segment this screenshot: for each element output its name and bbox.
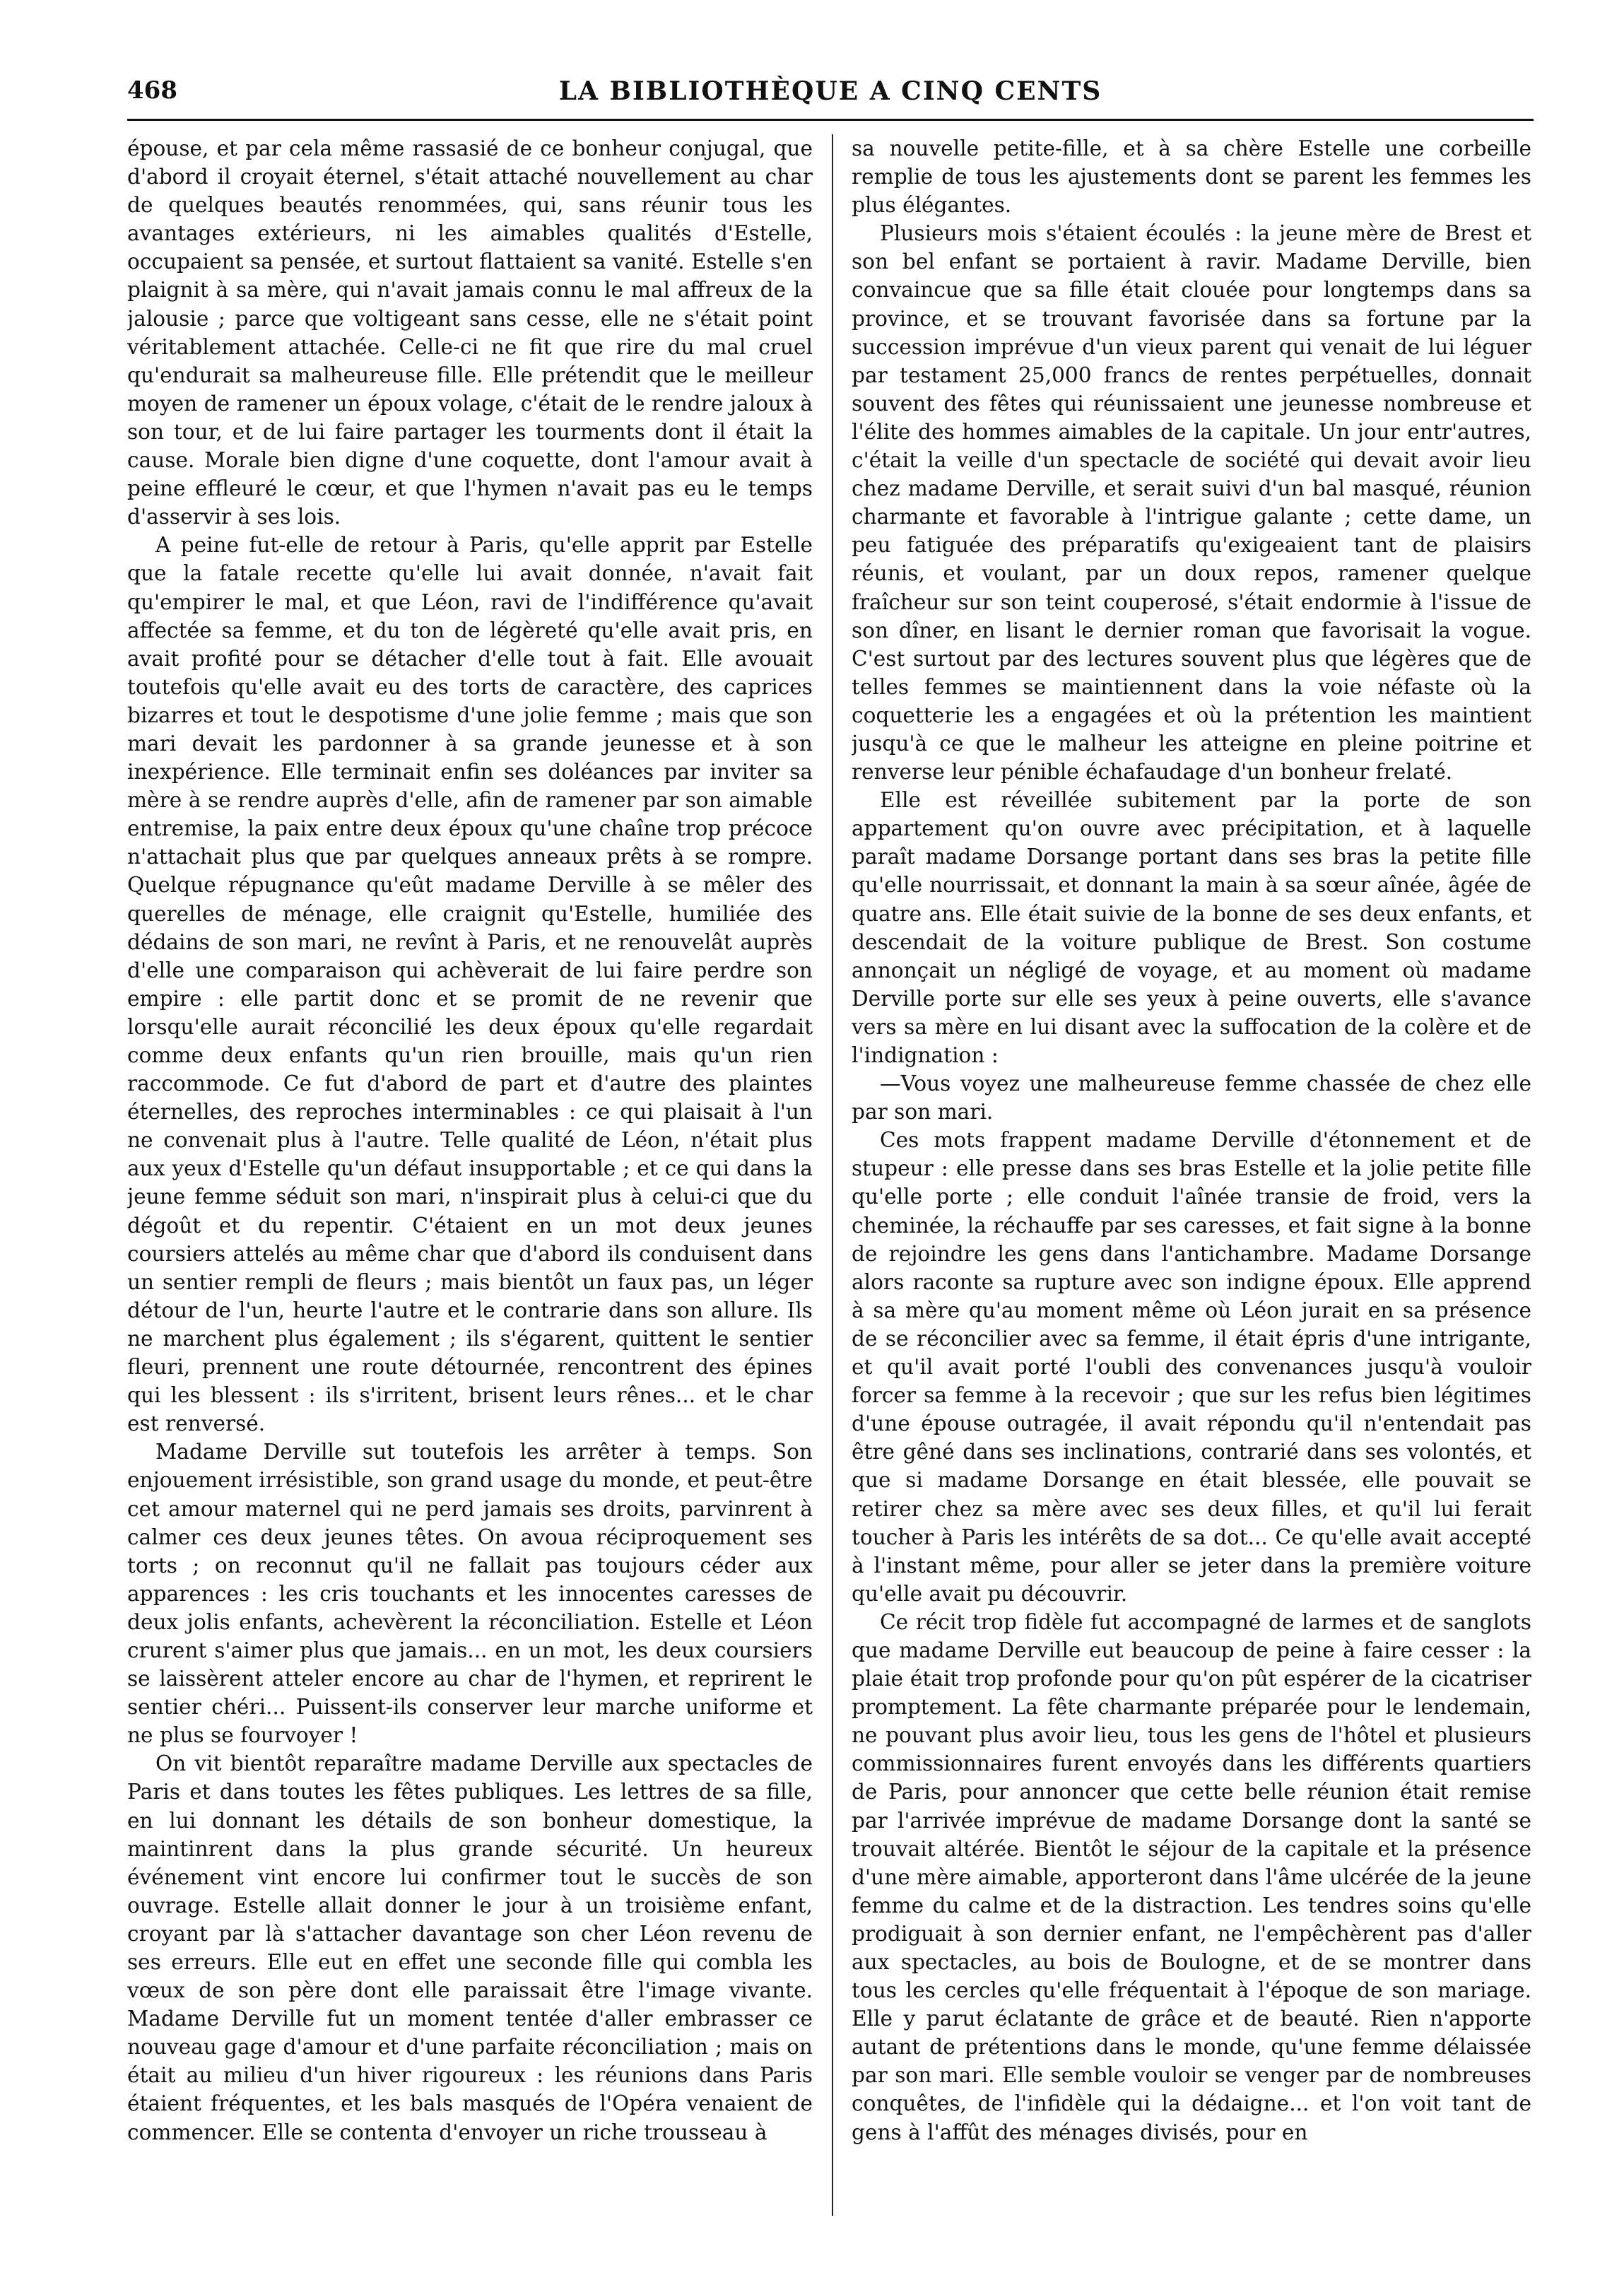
left-column	[127, 134, 813, 2219]
header-rule	[127, 119, 1534, 121]
paragraph: Ces mots frappent madame Derville d'étonnement et de stupeur : elle presse dans ses bras Estelle et la jolie petite fille qu'elle porte ; elle conduit l'aînée transie de froid, vers la cheminée, la réchauffe par ses caresses, et fait signe à la bonne de rejoindre les gens dans l'antichambre. Madame Dorsange alors raconte sa rupture avec son indigne époux. Elle apprend à sa mère qu'au moment même où Léon jurait en sa présence de se réconcilier avec sa femme, il était épris d'une intrigante, et qu'il avait porté l'oubli des convenances jusqu'à vouloir forcer sa femme à la recevoir ; que sur les refus bien légitimes d'une épouse outragée, il avait répondu qu'il n'entendait pas être gêné dans ses inclinations, contrarié dans ses volontés, et que si madame Dorsange en était blessée, elle pouvait se retirer chez sa mère avec ses deux filles, et qu'il lui ferait toucher à Paris les intérêts de sa dot... Ce qu'elle avait accepté à l'instant même, pour aller se jeter dans la première voiture qu'elle avait pu découvrir.	[852, 1128, 1531, 1606]
paragraph: A peine fut-elle de retour à Paris, qu'elle apprit par Estelle que la fatale recette qu'elle lui avait donnée, n'avait fait qu'empirer le mal, et que Léon, ravi de l'indifférence qu'avait affectée sa femme, et du ton de légèreté qu'elle avait pris, en avait profité pour se détacher d'elle tout à fait. Elle avouait toutefois qu'elle avait eu des torts de caractère, des caprices bizarres et tout le despotisme d'une jolie femme ; mais que son mari devait les pardonner à sa grande jeunesse et à son inexpérience. Elle terminait enfin ses doléances par inviter sa mère à se rendre auprès d'elle, afin de ramener par son aimable entremise, la paix entre deux époux qu'une chaîne trop précoce n'attachait plus que par quelques anneaux prêts à se rompre. Quelque répugnance qu'eût madame Derville à se mêler des querelles de ménage, elle craignit qu'Estelle, humiliée des dédains de son mari, ne revînt à Paris, et ne renouvelât auprès d'elle une comparaison qui achèverait de lui faire perdre son empire : elle partit donc et se promit de ne revenir que lorsqu'elle aurait réconcilié les deux époux qu'elle regardait comme deux enfants qu'un rien brouille, mais qu'un rien raccommode. Ce fut d'abord de part et d'autre des plaintes éternelles, des reproches interminables : ce qui plaisait à l'un ne convenait plus à l'autre. Telle qualité de Léon, n'était plus aux yeux d'Estelle qu'un défaut insupportable ; et ce qui dans la jeune femme séduit son mari, n'inspirait plus à celui-ci que du dégoût et du repentir. C'étaient en un mot deux jeunes coursiers attelés au même char que d'abord ils conduisent dans un sentier rempli de fleurs ; mais bientôt un faux pas, un léger détour de l'un, heurte l'autre et le contrarie dans son allure. Ils ne marchent plus également ; ils s'égarent, quittent le sentier fleuri, prennent une route détournée, rencontrent des épines qui les blessent : ils s'irritent, brisent leurs rênes... et le char est renversé.	[127, 533, 813, 1436]
paragraph: On vit bientôt reparaître madame Derville aux spectacles de Paris et dans toutes les fêtes publiques. Les lettres de sa fille, en lui donnant les détails de son bonheur domestique, la maintinrent dans la plus grande sécurité. Un heureux événement vint encore lui confirmer tout le succès de son ouvrage. Estelle allait donner le jour à un troisième enfant, croyant par là s'attacher davantage son cher Léon revenu de ses erreurs. Elle eut en effet une seconde fille qui combla les vœux de son père dont elle paraissait être l'image vivante. Madame Derville fut un moment tentée d'aller embrasser ce nouveau gage d'amour et d'une parfaite réconciliation ; mais on était au milieu d'un hiver rigoureux : les réunions dans Paris étaient fréquentes, et les bals masqués de l'Opéra venaient de commencer. Elle se contenta d'envoyer un riche trousseau à	[127, 1751, 813, 2144]
paragraph: Elle est réveillée subitement par la porte de son appartement qu'on ouvre avec précipitation, et à laquelle paraît madame Dorsange portant dans ses bras la petite fille qu'elle nourrissait, et donnant la main à sa sœur aînée, âgée de quatre ans. Elle était suivie de la bonne de ses deux enfants, et descendait de la voiture publique de Brest. Son costume annonçait un négligé de voyage, et au moment où madame Derville porte sur elle ses yeux à peine ouverts, elle s'avance vers sa mère en lui disant avec la suffocation de la colère et de l'indignation :	[852, 788, 1531, 1067]
paragraph: Ce récit trop fidèle fut accompagné de larmes et de sanglots que madame Derville eut beaucoup de peine à faire cesser : la plaie était trop profonde pour qu'on pût espérer de la cicatriser promptement. La fête charmante préparée pour le lendemain, ne pouvant plus avoir lieu, tous les gens de l'hôtel et plusieurs commissionnaires furent envoyés dans les différents quartiers de Paris, pour annoncer que cette belle réunion était remise par l'arrivée imprévue de madame Dorsange dont la santé se trouvait altérée. Bientôt le séjour de la capitale et la présence d'une mère aimable, apporteront dans l'âme ulcérée de la jeune femme du calme et de la distraction. Les tendres soins qu'elle prodiguait à son dernier enfant, ne l'empêchèrent pas d'aller aux spectacles, au bois de Boulogne, et de se montrer dans tous les cercles qu'elle fréquentait à l'époque de son mariage. Elle y parut éclatante de grâce et de beauté. Rien n'apporte autant de prétentions dans le monde, qu'une femme délaissée par son mari. Elle semble vouloir se venger par de nombreuses conquêtes, de l'infidèle qui la dédaigne... et l'on voit tant de gens à l'affût des ménages divisés, pour en	[852, 1609, 1531, 2144]
running-title: LA BIBLIOTHÈQUE A CINQ CENTS	[558, 76, 1102, 106]
page-number: 468	[127, 76, 177, 105]
page-header	[127, 76, 1534, 119]
paragraph: sa nouvelle petite-fille, et à sa chère Estelle une corbeille remplie de tous les ajustements dont se parent les femmes les plus élégantes.	[852, 136, 1531, 218]
paragraph: Plusieurs mois s'étaient écoulés : la jeune mère de Brest et son bel enfant se portaient à ravir. Madame Derville, bien convaincue que sa fille était clouée pour longtemps dans sa province, et se trouvant favorisée dans sa fortune par la succession imprévue d'un vieux parent qui venait de lui léguer par testament 25,000 francs de rentes perpétuelles, donnait souvent des fêtes qui réunissaient une jeunesse nombreuse et l'élite des hommes aimables de la capitale. Un jour entr'autres, c'était la veille d'un spectacle de société qui devait avoir lieu chez madame Derville, et serait suivi d'un bal masqué, réunion charmante et favorable à l'intrigue galante ; cette dame, un peu fatiguée des préparatifs qu'exigeaient tant de plaisirs réunis, et voulant, par un doux repos, ramener quelque fraîcheur sur son teint couperosé, s'était endormie à l'issue de son dîner, en lisant le dernier roman que favorisait la vogue. C'est surtout par des lectures souvent plus que légères que de telles femmes se maintiennent dans la voie néfaste où la coquetterie les a engagées et où la prétention les maintient jusqu'à ce que le malheur les atteigne en pleine poitrine et renverse leur pénible échafaudage d'un bonheur frelaté.	[852, 221, 1531, 785]
paragraph: —Vous voyez une malheureuse femme chassée de chez elle par son mari.	[852, 1071, 1531, 1125]
column-divider	[832, 134, 833, 2216]
paragraph: épouse, et par cela même rassasié de ce bonheur conjugal, que d'abord il croyait éternel, s'était attaché nouvellement au char de quelques beautés renommées, qui, sans réunir tous les avantages extérieurs, ni les aimables qualités d'Estelle, occupaient sa pensée, et surtout flattaient sa vanité. Estelle s'en plaignit à sa mère, qui n'avait jamais connu le mal affreux de la jalousie ; parce que voltigeant sans cesse, elle ne s'était point véritablement attachée. Celle-ci ne fit que rire du mal cruel qu'endurait sa malheureuse fille. Elle prétendit que le meilleur moyen de ramener un époux volage, c'était de le rendre jaloux à son tour, et de lui faire partager les tourments dont il était la cause. Morale bien digne d'une coquette, dont l'amour avait à peine effleuré le cœur, et que l'hymen n'avait pas eu le temps d'asservir à ses lois.	[127, 136, 813, 529]
right-column	[852, 134, 1531, 2219]
paragraph: Madame Derville sut toutefois les arrêter à temps. Son enjouement irrésistible, son grand usage du monde, et peut-être cet amour maternel qui ne perd jamais ses droits, parvinrent à calmer ces deux jeunes têtes. On avoua réciproquement ses torts ; on reconnut qu'il ne fallait pas toujours céder aux apparences : les cris touchants et les innocentes caresses de deux jolis enfants, achevèrent la réconciliation. Estelle et Léon crurent s'aimer plus que jamais... en un mot, les deux coursiers se laissèrent atteler encore au char de l'hymen, et reprirent le sentier chéri... Puissent-ils conserver leur marche uniforme et ne plus se fourvoyer !	[127, 1440, 813, 1748]
